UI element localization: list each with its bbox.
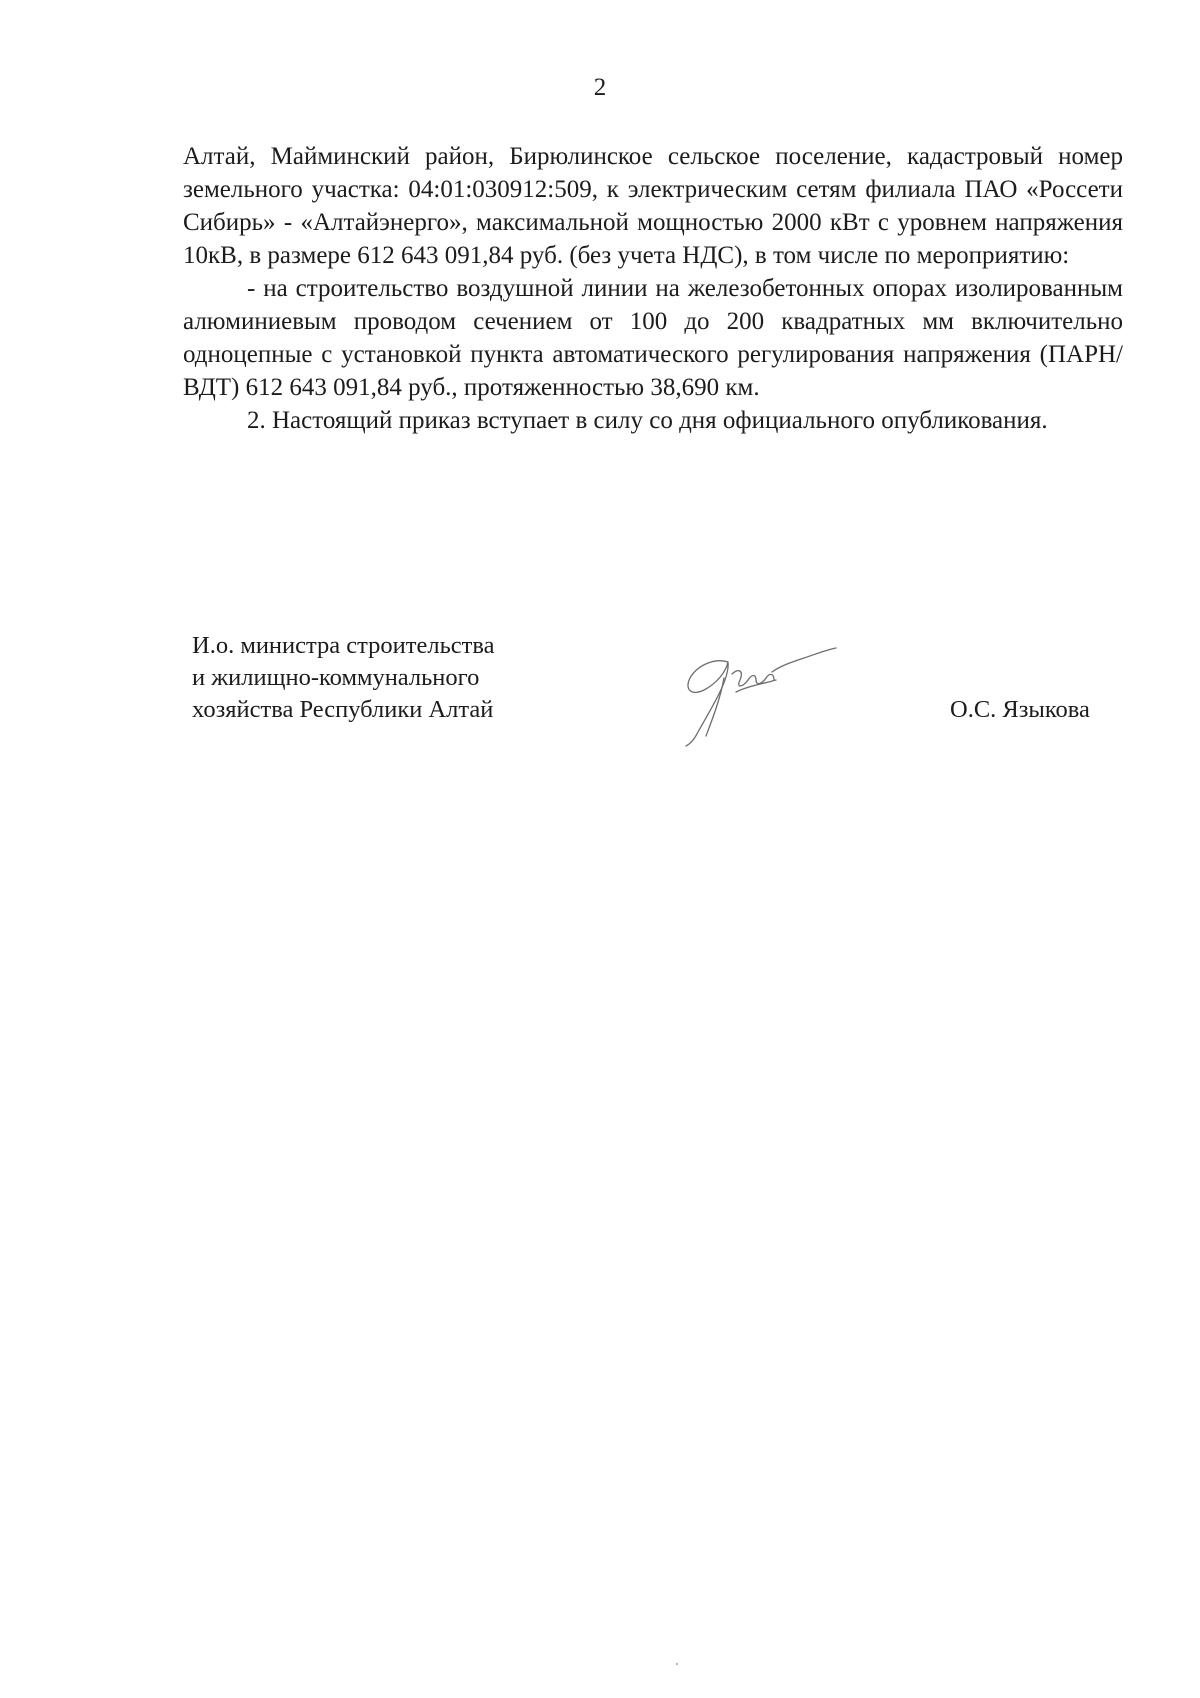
page-number: 2 <box>593 74 607 101</box>
signer-name: О.С. Языкова <box>950 696 1090 723</box>
document-body <box>183 140 1123 437</box>
signatory-title-line: и жилищно-коммунального <box>192 664 480 691</box>
signatory-title <box>192 630 494 726</box>
signatory-title-line: И.о. министра строительства <box>192 632 495 659</box>
body-paragraph: Алтай, Майминский район, Бирюлинское сельское поселение, кадастровый номер земельного участка: 04:01:030912:509, к электрическим сетям филиала ПАО «Россети Сибирь» - «Алтайэнерго», максимальной мощностью 2000 кВт с уровнем напряжения 10кВ, в размере 612 643 091,84 руб. (без учета НДС), в том числе по мероприятию: <box>183 143 1123 269</box>
body-paragraph: - на строительство воздушной линии на железобетонных опорах изолированным алюминиевым проводом сечением от 100 до 200 квадратных мм включительно одноцепные с установкой пункта автоматического регулирования напряжения (ПАРН/ВДТ) 612 643 091,84 руб., протяженностью 38,690 км. <box>183 275 1123 401</box>
body-paragraph: 2. Настоящий приказ вступает в силу со дня официального опубликования. <box>247 407 1048 434</box>
handwritten-signature <box>676 640 846 750</box>
scan-speck <box>676 1663 678 1665</box>
signatory-title-line: хозяйства Республики Алтай <box>192 696 494 723</box>
